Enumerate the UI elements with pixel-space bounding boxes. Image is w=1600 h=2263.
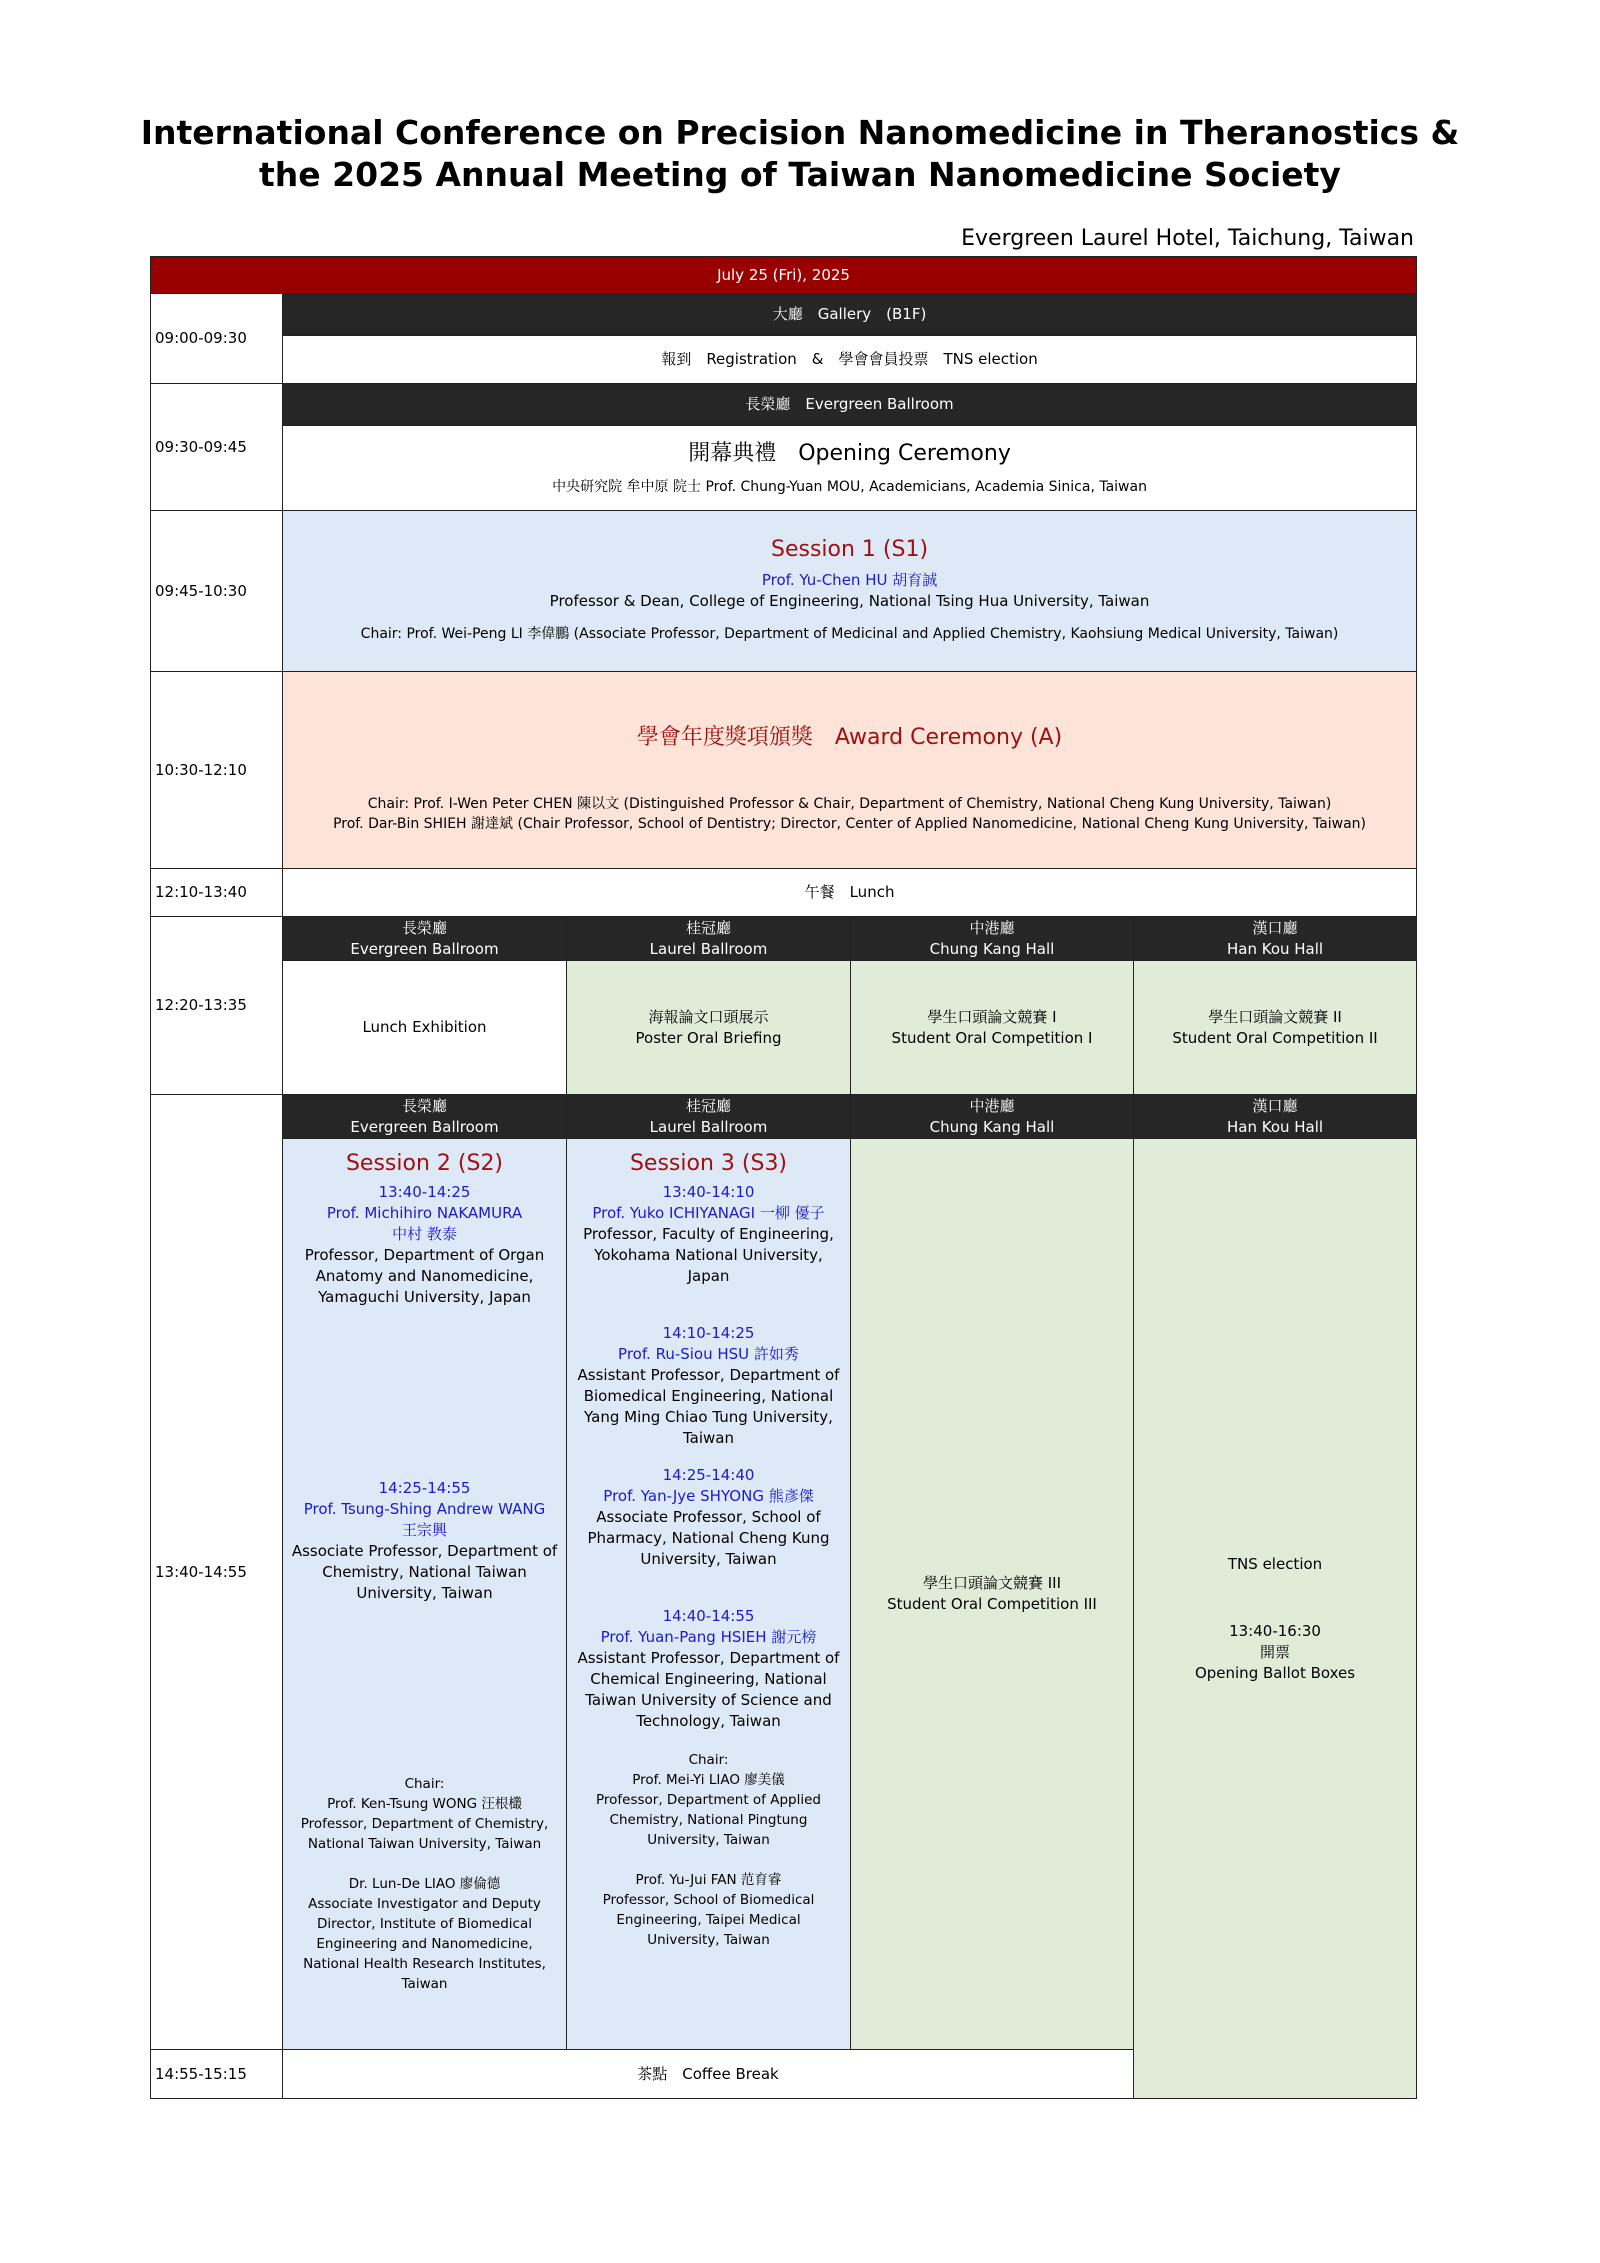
student-oral-competition-2: 學生口頭論文競賽 II Student Oral Competition II [1134,961,1417,1095]
s2-time-2: 14:25-14:55 [378,1479,471,1497]
student-oral-competition-3: 學生口頭論文競賽 III Student Oral Competition III [851,1139,1134,2050]
session-1-title: Session 1 (S1) [771,536,929,562]
s2-chair-2: Dr. Lun-De LIAO 廖倫德 [348,1876,501,1892]
room-header-chungkang: 中港廳 Chung Kang Hall [851,917,1134,961]
s3-speaker-3: Prof. Yan-Jye SHYONG 熊彥傑 [603,1487,814,1505]
room-header-gallery: 大廳 Gallery (B1F) [283,294,1417,336]
room-header-ballroom: 長榮廳 Evergreen Ballroom [283,384,1417,426]
session-3-title: Session 3 (S3) [629,1151,788,1176]
room-header-evergreen: 長榮廳 Evergreen Ballroom [283,917,567,961]
s3-time-4: 14:40-14:55 [662,1607,755,1625]
s2-chair-1: Prof. Ken-Tsung WONG 汪根欉 [327,1796,522,1812]
s3-speaker-1: Prof. Yuko ICHIYANAGI 一柳 優子 [592,1204,825,1222]
session-1-affiliation: Professor & Dean, College of Engineering, National Tsing Hua University, Taiwan [549,591,1150,610]
time-slot: 12:10-13:40 [151,869,283,917]
room-header-hankou: 漢口廳 Han Kou Hall [1134,1095,1417,1139]
time-slot: 10:30-12:10 [151,672,283,869]
time-slot: 09:45-10:30 [151,511,283,672]
s3-time-1: 13:40-14:10 [662,1183,755,1201]
title-line-1: International Conference on Precision Nanomedicine in Theranostics & [140,113,1460,152]
session-3 [567,1139,851,2050]
venue: Evergreen Laurel Hotel, Taichung, Taiwan [961,226,1414,251]
s3-chair-2-affiliation: Professor, School of Biomedical Engineering, Taipei Medical University, Taiwan [602,1892,815,1948]
session-1 [283,511,1417,672]
tns-election-time: 13:40-16:30 [1229,1621,1321,1640]
session-1-chair: Chair: Prof. Wei-Peng LI 李偉鵬 (Associate Professor, Department of Medicinal and Applied Chemistry, Kaohsiung Medical University, Taiwan) [360,625,1339,642]
s2-speaker-2: Prof. Tsung-Shing Andrew WANG [303,1500,546,1518]
time-slot: 09:30-09:45 [151,384,283,511]
s3-affiliation-3: Associate Professor, School of Pharmacy, National Cheng Kung University, Taiwan [587,1508,830,1568]
day-header: July 25 (Fri), 2025 [151,257,1417,294]
s2-chair-2-affiliation: Associate Investigator and Deputy Director, Institute of Biomedical Engineering and Nanomedicine, National Health Research Institutes, Taiwan [303,1896,546,1992]
s2-chair-label: Chair: [404,1776,445,1792]
s3-chair-2: Prof. Yu-Jui FAN 范育睿 [635,1872,782,1888]
s3-time-2: 14:10-14:25 [662,1324,755,1342]
s2-affiliation-1: Professor, Department of Organ Anatomy and Nanomedicine, Yamaguchi University, Japan [304,1246,545,1306]
s3-chair-1: Prof. Mei-Yi LIAO 廖美儀 [632,1772,785,1788]
session-2 [283,1139,567,2050]
s2-affiliation-2: Associate Professor, Department of Chemistry, National Taiwan University, Taiwan [291,1542,558,1602]
s3-chair-1-affiliation: Professor, Department of Applied Chemistry, National Pingtung University, Taiwan [596,1792,821,1848]
award-ceremony-chair-2: Prof. Dar-Bin SHIEH 謝達斌 (Chair Professor, School of Dentistry; Director, Center of Applied Nanomedicine, National Cheng Kung University, Taiwan) [333,815,1366,832]
s3-affiliation-2: Assistant Professor, Department of Biomedical Engineering, National Yang Ming Chiao Tung University, Taiwan [577,1366,840,1447]
session-2-title: Session 2 (S2) [345,1151,504,1176]
opening-ceremony-title: 開幕典禮 Opening Ceremony [688,441,1011,466]
time-slot: 12:20-13:35 [151,917,283,1095]
time-slot: 13:40-14:55 [151,1095,283,2050]
time-slot: 14:55-15:15 [151,2050,283,2099]
s2-speaker-2-cn: 王宗興 [401,1521,447,1539]
tns-election-title: TNS election [1227,1554,1323,1573]
s3-time-3: 14:25-14:40 [662,1466,755,1484]
poster-oral-briefing: 海報論文口頭展示 Poster Oral Briefing [567,961,851,1095]
award-ceremony-chair-1: Chair: Prof. I-Wen Peter CHEN 陳以文 (Distinguished Professor & Chair, Department of Chemistry, National Cheng Kung University, Taiwan) [367,795,1332,812]
s3-speaker-2: Prof. Ru-Siou HSU 許如秀 [618,1345,799,1363]
lunch-row: 午餐 Lunch [283,869,1417,917]
award-ceremony [283,672,1417,869]
room-header-laurel: 桂冠廳 Laurel Ballroom [567,917,851,961]
schedule-table [150,256,1417,2099]
tns-election [1134,1139,1417,2099]
s3-speaker-4: Prof. Yuan-Pang HSIEH 謝元榜 [600,1628,817,1646]
tns-election-cn: 開票 [1260,1642,1291,1661]
registration-row: 報到 Registration & 學會會員投票 TNS election [283,336,1417,384]
title-line-2: the 2025 Annual Meeting of Taiwan Nanomedicine Society [259,155,1341,194]
lunch-exhibition: Lunch Exhibition [283,961,567,1095]
page-title [0,112,1600,196]
room-header-hankou: 漢口廳 Han Kou Hall [1134,917,1417,961]
s2-speaker-1: Prof. Michihiro NAKAMURA [326,1204,523,1222]
s3-affiliation-1: Professor, Faculty of Engineering, Yokohama National University, Japan [583,1225,834,1285]
opening-ceremony-host: 中央研究院 牟中原 院士 Prof. Chung-Yuan MOU, Academicians, Academia Sinica, Taiwan [552,479,1147,495]
s2-time-1: 13:40-14:25 [378,1183,471,1201]
s2-chair-1-affiliation: Professor, Department of Chemistry, National Taiwan University, Taiwan [300,1816,549,1852]
room-header-chungkang: 中港廳 Chung Kang Hall [851,1095,1134,1139]
tns-election-en: Opening Ballot Boxes [1194,1663,1356,1682]
session-1-speaker: Prof. Yu-Chen HU 胡育誠 [761,570,938,589]
student-oral-competition-1: 學生口頭論文競賽 I Student Oral Competition I [851,961,1134,1095]
s2-speaker-1-cn: 中村 教泰 [392,1225,457,1243]
time-slot: 09:00-09:30 [151,294,283,384]
s3-chair-label: Chair: [688,1752,729,1768]
opening-ceremony [283,426,1417,511]
room-header-laurel: 桂冠廳 Laurel Ballroom [567,1095,851,1139]
coffee-break: 茶點 Coffee Break [283,2050,1134,2099]
award-ceremony-title: 學會年度獎項頒獎 Award Ceremony (A) [636,724,1063,750]
s3-affiliation-4: Assistant Professor, Department of Chemical Engineering, National Taiwan University of Science and Technology, Taiwan [577,1649,840,1730]
room-header-evergreen: 長榮廳 Evergreen Ballroom [283,1095,567,1139]
